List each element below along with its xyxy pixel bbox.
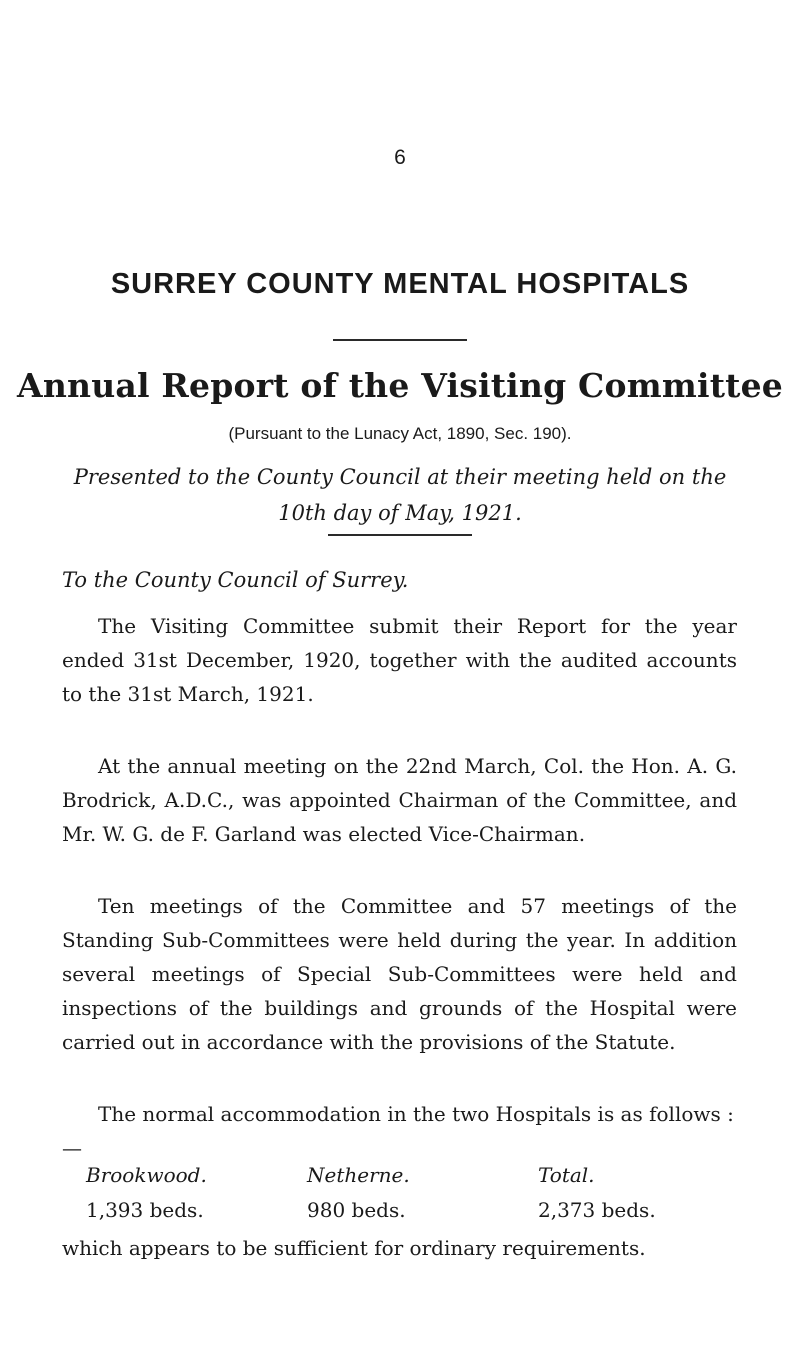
- paragraph-chairman-election: At the annual meeting on the 22nd March, Col. the Hon. A. G. Brodrick, A.D.C., was appointed Chairman of the Committee, and Mr. W. G. de F. Garland was elected Vice-Chairman.: [62, 754, 737, 846]
- header-total: Total.: [538, 1163, 595, 1187]
- accommodation-values-row: [62, 1198, 737, 1232]
- report-title: Annual Report of the Visiting Committee: [17, 366, 783, 405]
- accommodation-header-row: [62, 1163, 737, 1197]
- value-total: 2,373 beds.: [538, 1198, 656, 1222]
- divider-rule: [328, 534, 472, 536]
- closing-sentence: which appears to be sufficient for ordinary requirements.: [62, 1236, 646, 1260]
- presentation-note: Presented to the County Council at their meeting held on the 10th day of May, 1921.: [73, 465, 727, 525]
- organization-title: SURREY COUNTY MENTAL HOSPITALS: [110, 268, 690, 300]
- salutation: To the County Council of Surrey.: [62, 568, 409, 592]
- value-netherne: 980 beds.: [307, 1198, 406, 1222]
- paragraph-meetings: Ten meetings of the Committee and 57 meetings of the Standing Sub-Committees were held during the year. In addition several meetings of Special Sub-Committees were held and inspections of the buildings and grounds of the Hospital were carried out in accordance with the provisions of the Statute.: [62, 894, 737, 1054]
- paragraph-report-submission: The Visiting Committee submit their Report for the year ended 31st December, 1920, together with the audited accounts to the 31st March, 1921.: [62, 614, 737, 706]
- divider-rule: [333, 339, 467, 341]
- header-netherne: Netherne.: [307, 1163, 410, 1187]
- header-brookwood: Brookwood.: [86, 1163, 207, 1187]
- paragraph-accommodation-intro: The normal accommodation in the two Hospitals is as follows : —: [62, 1102, 734, 1160]
- page-number: 6: [394, 146, 406, 169]
- statute-reference: (Pursuant to the Lunacy Act, 1890, Sec. 190).: [228, 424, 572, 443]
- value-brookwood: 1,393 beds.: [86, 1198, 204, 1222]
